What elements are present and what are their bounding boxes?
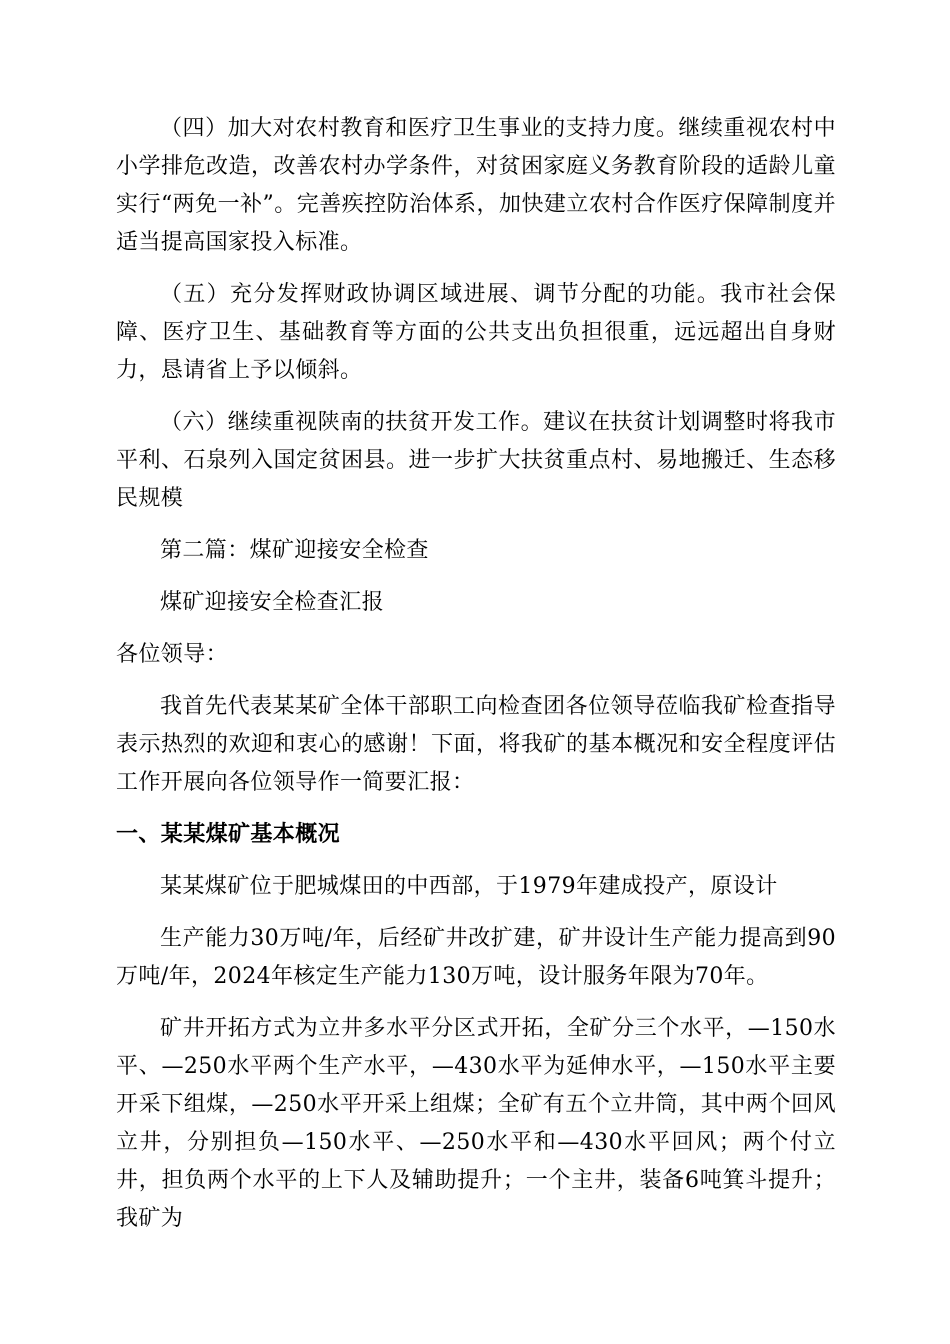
paragraph-welcome: 我首先代表某某矿全体干部职工向检查团各位领导莅临我矿检查指导表示热烈的欢迎和衷心的感谢！下面，将我矿的基本概况和安全程度评估工作开展向各位领导作一简要汇报：: [116, 694, 836, 795]
chapter-title: 第二篇：煤矿迎接安全检查: [160, 538, 429, 563]
document-body: [116, 110, 836, 1252]
report-title: 煤矿迎接安全检查汇报: [160, 590, 385, 615]
paragraph-fiscal-coordination: （五）充分发挥财政协调区域进展、调节分配的功能。我市社会保障、医疗卫生、基础教育等方面的公共支出负担很重，远远超出自身财力，恳请省上予以倾斜。: [116, 282, 836, 383]
salutation: 各位领导：: [116, 642, 229, 667]
section-heading: 一、某某煤矿基本概况: [116, 822, 341, 847]
paragraph-capacity: 生产能力30万吨/年，后经矿井改扩建，矿井设计生产能力提高到90万吨/年，2024年核定生产能力130万吨，设计服务年限为70年。: [116, 926, 836, 989]
paragraph-rural-education: （四）加大对农村教育和医疗卫生事业的支持力度。继续重视农村中小学排危改造，改善农村办学条件，对贫困家庭义务教育阶段的适龄儿童实行“两免一补”。完善疾控防治体系，加快建立农村合作医疗保障制度并适当提高国家投入标准。: [116, 116, 836, 255]
paragraph-location: 某某煤矿位于肥城煤田的中西部，于1979年建成投产，原设计: [160, 874, 778, 899]
paragraph-poverty-alleviation: （六）继续重视陕南的扶贫开发工作。建议在扶贫计划调整时将我市平利、石泉列入国定贫困县。进一步扩大扶贫重点村、易地搬迁、生态移民规模: [116, 410, 836, 511]
paragraph-development: 矿井开拓方式为立井多水平分区式开拓，全矿分三个水平，—150水平、—250水平两个生产水平，—430水平为延伸水平，—150水平主要开采下组煤，—250水平开采上组煤；全矿有五个立井筒，其中两个回风立井，分别担负—150水平、—250水平和—430水平回风；两个付立井，担负两个水平的上下人及辅助提升；一个主井，装备6吨箕斗提升；我矿为: [116, 1016, 836, 1231]
